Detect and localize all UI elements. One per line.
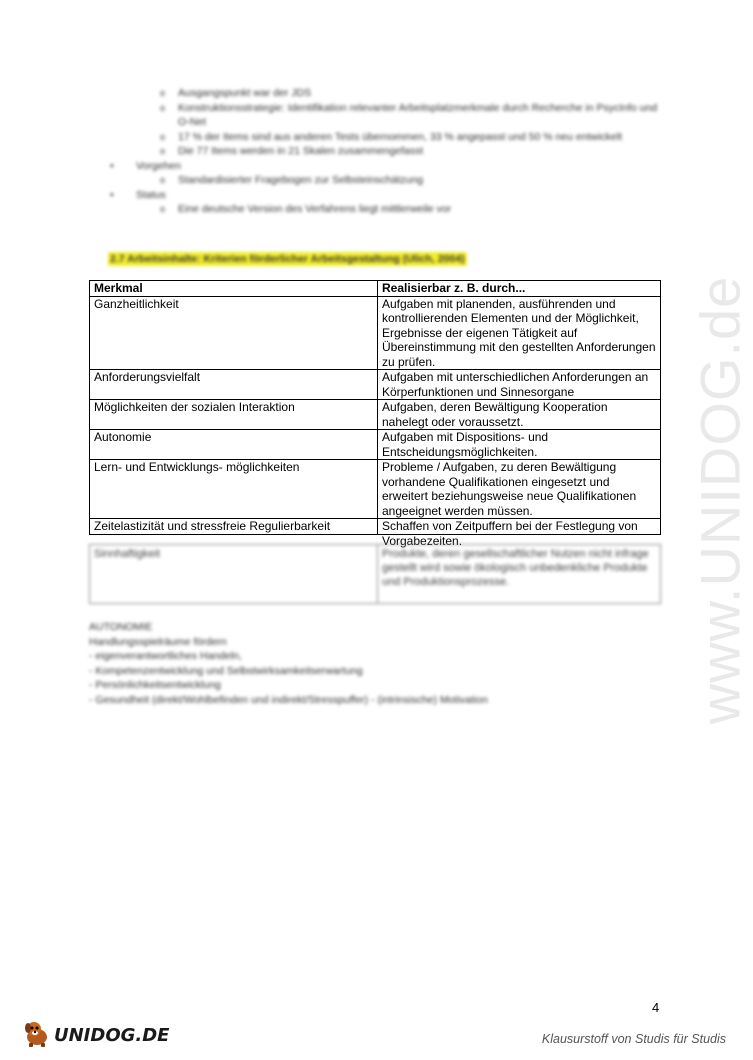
blurred-table-row — [89, 544, 661, 604]
cell-realisierbar: Produkte, deren gesellschaftlicher Nutzen nicht infrage gestellt wird sowie ökologisch unbedenkliche Produkte und Produktionsprozesse. — [377, 544, 661, 604]
page-number: 4 — [652, 1000, 660, 1015]
cell-realisierbar: Aufgaben mit planenden, ausführenden und kontrollierenden Elementen und der Möglichkeit, Ergebnisse der eigenen Tätigkeit auf Übereinstimmung mit den gestellten Anforderungen zu prüfen. — [378, 296, 661, 370]
footer-tagline: Klausurstoff von Studis für Studis — [541, 1032, 726, 1046]
blurred-notes — [89, 620, 488, 707]
cell-merkmal: Lern- und Entwicklungs- möglichkeiten — [90, 460, 378, 519]
note-line: - Kompetenzentwicklung und Selbstwirksamkeitserwartung — [89, 664, 363, 677]
table-row — [90, 400, 661, 430]
cell-merkmal: Ganzheitlichkeit — [90, 296, 378, 370]
list-item: o Konstruktionsstrategie: Identifikation relevanter Arbeitsplatzmerkmale durch Recherche in PsycInfo und O-Net — [108, 101, 668, 130]
cell-realisierbar — [378, 519, 661, 548]
logo-text: UNIDOG.DE — [54, 1025, 170, 1046]
section-heading: 2.7 Arbeitsinhalte: Kriterien förderlicher Arbeitsgestaltung (Ulich, 2004) — [110, 253, 465, 265]
list-item: o Eine deutsche Version des Verfahrens liegt mittlerweile vor — [108, 202, 668, 217]
cell-merkmal: Anforderungsvielfalt — [90, 370, 378, 400]
dog-mascot-icon — [22, 1018, 52, 1053]
cell-realisierbar: Aufgaben mit unterschiedlichen Anforderungen an Körperfunktionen und Sinnesorgane — [378, 370, 661, 400]
cell-realisierbar-text: Schaffen von Zeitpuffern bei der Festlegung von Vorgabezeiten. — [382, 519, 638, 548]
table-row — [90, 430, 661, 460]
list-item: o Ausgangspunkt war der JDS — [108, 86, 668, 101]
note-line: - eigenverantwortliches Handeln, — [89, 650, 242, 662]
table-row — [90, 460, 661, 519]
watermark: www.UNIDOG.de — [688, 275, 752, 725]
cell-realisierbar: Aufgaben mit Dispositions- und Entscheidungsmöglichkeiten. — [378, 430, 661, 460]
unidog-logo — [22, 1018, 169, 1053]
table-row — [90, 370, 661, 400]
cell-merkmal: Zeitelastizität und stressfreie Regulierbarkeit — [90, 519, 378, 535]
cell-merkmal: Autonomie — [90, 430, 378, 460]
cell-merkmal: Sinnhaftigkeit — [89, 544, 378, 604]
list-item: o Standardisierter Fragebogen zur Selbsteinschätzung — [108, 173, 668, 188]
note-line: AUTONOMIE — [89, 621, 153, 633]
note-line: - Gesundheit (direkt/Wohlbefinden und indirekt/Stresspuffer) - (intrinsische) Motivation — [89, 693, 488, 706]
cell-merkmal: Möglichkeiten der sozialen Interaktion — [90, 400, 378, 430]
cell-realisierbar: Probleme / Aufgaben, zu deren Bewältigung vorhandene Qualifikationen eingesetzt und erweitert beziehungsweise neue Qualifikationen angeeignet werden müssen. — [378, 460, 661, 519]
list-item: o 17 % der Items sind aus anderen Tests übernommen, 33 % angepasst und 50 % neu entwickelt — [108, 130, 668, 145]
column-header-realisierbar: Realisierbar z. B. durch... — [378, 281, 661, 297]
blurred-bullet-list — [108, 86, 668, 217]
list-item: • Status — [108, 188, 668, 203]
column-header-merkmal: Merkmal — [90, 281, 378, 297]
note-line: - Persönlichkeitsentwicklung — [89, 679, 221, 691]
list-item: o Die 77 Items werden in 21 Skalen zusammengefasst — [108, 144, 668, 159]
list-item: • Vorgehen — [108, 159, 668, 174]
table-row — [90, 296, 661, 370]
cell-realisierbar: Aufgaben, deren Bewältigung Kooperation nahelegt oder voraussetzt. — [378, 400, 661, 430]
table-row — [90, 519, 661, 535]
criteria-table — [89, 280, 661, 548]
table-header-row — [90, 281, 661, 297]
note-line: Handlungsspielräume fördern — [89, 635, 227, 648]
